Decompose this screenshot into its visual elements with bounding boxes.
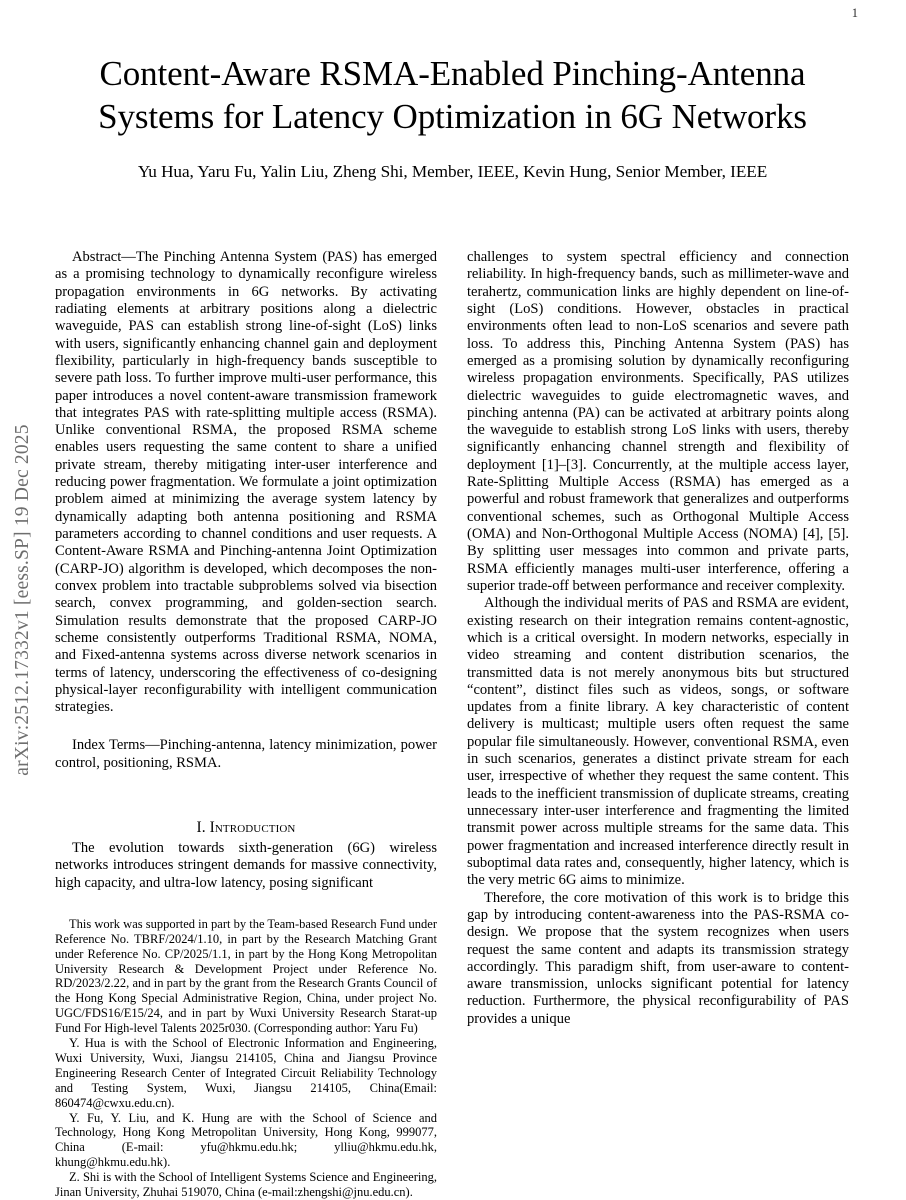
two-column-body [55,249,850,1200]
intro-paragraph-2: Although the individual merits of PAS and RSMA are evident, existing research on their integration remains content-agnostic, which is a critical oversight. In modern networks, especially in video streaming and content distribution scenarios, the transmitted data is not merely anonymous bits but structured “content”, distinct files such as videos, songs, or software updates from a finite library. A key characteristic of content delivery is multicast; multiple users often request the same popular file simultaneously. However, conventional RSMA, even in such scenarios, generates a distinct private stream for each user, irrespective of whether they request the same content. This leads to the inefficient transmission of duplicate streams, creating unnecessary inter-user interference and fragmenting the limited transmit power across multiple streams for the same data. This power fragmentation and increased interference directly result in suboptimal data rates and, consequently, higher latency, which is the very metric 6G aims to minimize. [467,595,849,889]
abstract-paragraph [55,249,437,716]
page-title [55,0,850,139]
title-line-1: Content-Aware RSMA-Enabled Pinching-Antenna [99,54,806,93]
section-heading-introduction: I. Introduction [196,819,296,837]
title-line-2: Systems for Latency Optimization in 6G Networks [98,97,807,137]
index-terms-text: Pinching-antenna, latency minimization, power control, positioning, RSMA. [55,737,437,771]
footnote-funding: This work was supported in part by the Team-based Research Fund under Reference No. TBRF/2024/1.10, in part by the Research Matching Grant under Reference No. CP/2025/1.1, in part by the Hong Kong Metropolitan University Research & Development Project under Reference No. RD/2023/2.22, and in part by the grant from the Research Grants Council of the Hong Kong Special Administrative Region, China, under project No. UGC/FDS16/E15/24, and in part by Wuxi University Research Starat-up Fund For High-level Talents 2025r030. (Corresponding author: Yaru Fu) [55,916,437,1036]
footnote-affiliation-2: Y. Fu, Y. Liu, and K. Hung are with the School of Science and Technology, Hong Kong Metropolitan University, Hong Kong, 999077, China (E-mail: yfu@hkmu.edu.hk; ylliu@hkmu.edu.hk, khung@hkmu.edu.hk). [55,1110,437,1170]
intro-paragraph-3: Therefore, the core motivation of this work is to bridge this gap by introducing content-awareness into the PAS-RSMA co-design. We propose that the system recognizes when users request the same content and adapts its transmission strategy accordingly. This paradigm shift, from user-aware to content-aware transmission, unlocks significant potential for latency reduction. Furthermore, the physical reconfigurability of PAS provides a unique [467,889,849,1027]
footnote-affiliation-1: Y. Hua is with the School of Electronic Information and Engineering, Wuxi University, Wuxi, Jiangsu 214105, China and Jiangsu Province Engineering Research Center of Integrated Circuit Reliability Technology and Testing System, Wuxi, Jiangsu 214105, China(Email: 860474@cwxu.edu.cn). [55,1036,437,1110]
index-terms-paragraph [55,737,437,772]
right-column [467,249,849,1200]
page-number: 1 [851,6,858,20]
intro-paragraph-1: The evolution towards sixth-generation (6G) wireless networks introduces stringent demands for massive connectivity, high capacity, and ultra-low latency, posing significant [55,840,437,891]
left-column [55,249,437,1200]
footnote-affiliation-3: Z. Shi is with the School of Intelligent Systems Science and Engineering, Jinan University, Zhuhai 519070, China (e-mail:zhengshi@jnu.edu.cn). [55,1170,437,1200]
paper-page [55,0,850,1200]
arxiv-stamp-text: arXiv:2512.17332v1 [eess.SP] 19 Dec 2025 [12,424,33,776]
intro-paragraph-1-continued: challenges to system spectral efficiency and connection reliability. In high-frequency bands, such as millimeter-wave and terahertz, communication links are highly dependent on line-of-sight (LoS) conditions. However, obstacles in practical environments often lead to non-LoS scenarios and severe path loss. To address this, Pinching Antenna System (PAS) has emerged as a promising solution by dynamically reconfiguring wireless propagation environments. Specifically, PAS utilizes dielectric waveguides to guide electromagnetic waves, and pinching antenna (PA) can be activated at arbitrary points along the waveguide to establish strong LoS links with users, thereby significantly enhancing channel strength and flexibility of deployment [1]–[3]. Concurrently, at the multiple access layer, Rate-Splitting Multiple Access (RSMA) has emerged as a powerful and robust framework that generalizes and outperforms conventional schemes, such as Orthogonal Multiple Access (OMA) and Non-Orthogonal Multiple Access (NOMA) [4], [5]. By splitting user messages into common and private parts, RSMA efficiently manages multi-user interference, offering a superior trade-off between performance and receiver complexity. [467,249,849,594]
abstract-label: Abstract— [72,249,136,265]
arxiv-preprint-stamp [0,0,46,1200]
abstract-text: The Pinching Antenna System (PAS) has emerged as a promising technology to dynamically reconfigure wireless propagation environments in 6G networks. By activating radiating elements at arbitrary positions along a dielectric waveguide, PAS can establish strong line-of-sight (LoS) links with users, significantly enhancing channel gain and deployment flexibility, particularly in high-frequency bands susceptible to severe path loss. To further improve multi-user performance, this paper introduces a novel content-aware transmission framework that integrates PAS with rate-splitting multiple access (RSMA). Unlike conventional RSMA, the proposed RSMA scheme enables users requesting the same content to share a unified private stream, thereby mitigating inter-user interference and reducing power fragmentation. We formulate a joint optimization problem aimed at minimizing the average system latency by dynamically adapting both antenna positioning and RSMA parameters according to channel conditions and user requests. A Content-Aware RSMA and Pinching-antenna Joint Optimization (CARP-JO) algorithm is developed, which decomposes the non-convex problem into tractable subproblems solved via bisection search, convex programming, and golden-section search. Simulation results demonstrate that the proposed CARP-JO scheme consistently outperforms Traditional RSMA, NOMA, and Fixed-antenna systems across diverse network scenarios in terms of latency, underscoring the effectiveness of co-designing physical-layer reconfigurability with intelligent communication strategies. [55,249,437,716]
footnote-block [55,917,437,1200]
author-list: Yu Hua, Yaru Fu, Yalin Liu, Zheng Shi, Member, IEEE, Kevin Hung, Senior Member, IEEE [137,161,768,181]
index-terms-label: Index Terms— [72,737,160,754]
